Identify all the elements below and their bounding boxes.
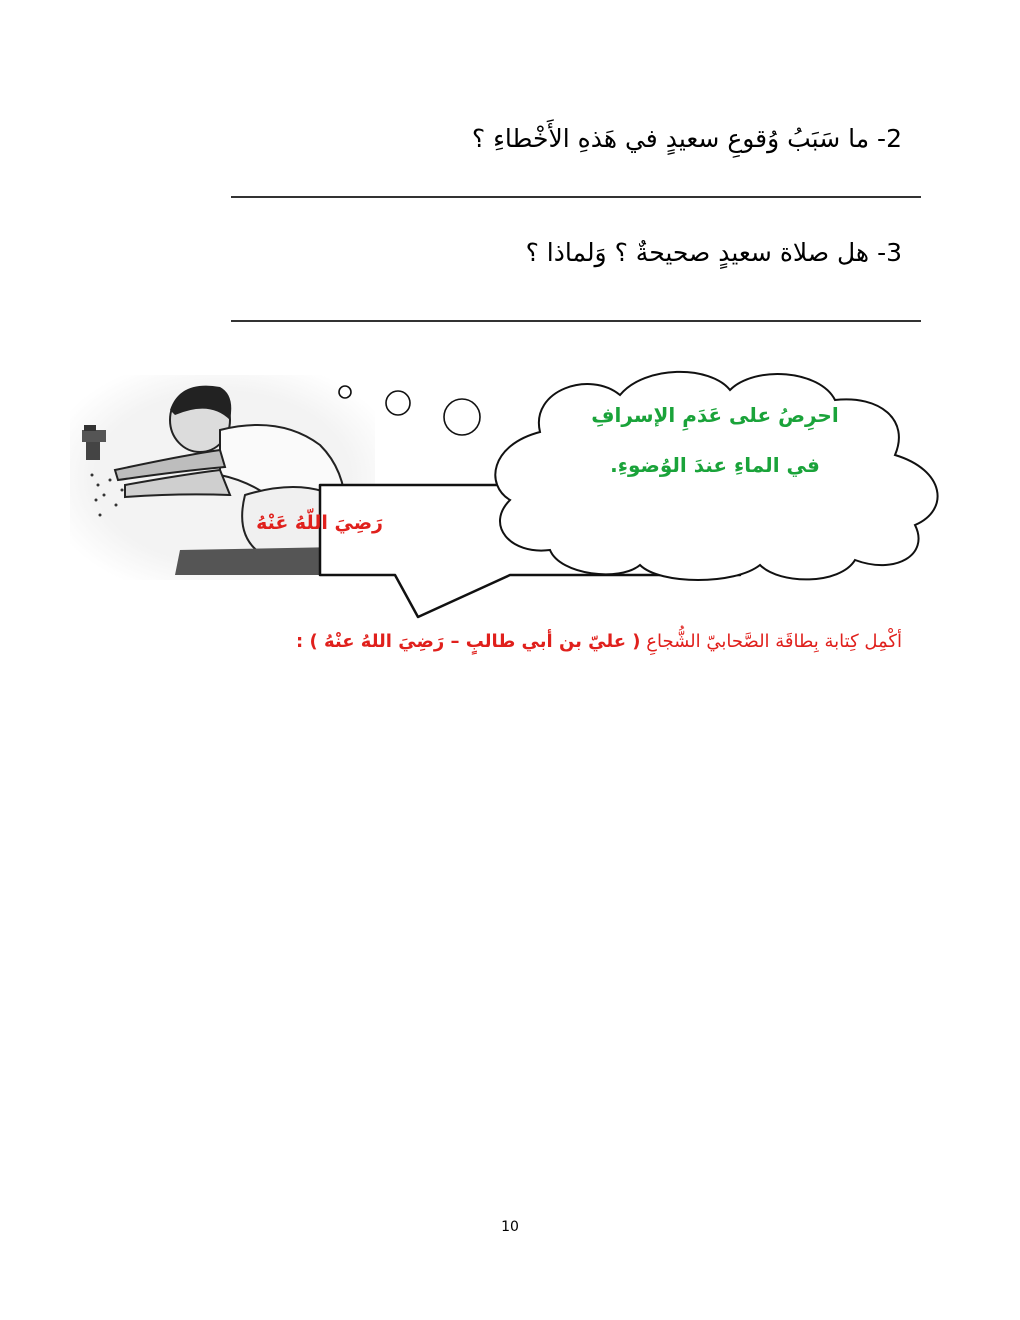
thought-line-2: في الماءِ عندَ الوُضوءِ. [610,453,820,477]
thought-bubble-text [540,400,890,500]
question-3: 3- هل صلاة سعيدٍ صحيحةٌ ؟ وَلماذا ؟ [525,238,902,267]
answer-line-2 [231,320,921,322]
thought-line-1: احرِصُ على عَدَمِ الإسرافِ [591,403,839,427]
instruction-text [296,631,902,652]
answer-line-1 [231,196,921,198]
page-number: 10 [501,1219,519,1235]
instruction-prefix: أكْمِل كِتابة بِطاقَة الصَّحابيّ الشُّجاعِ [640,631,902,652]
instruction-name: ( عليّ بن أبي طالبٍ – رَضِيَ اللهُ عنْهُ ) : [296,631,641,652]
question-2: 2- ما سَبَبُ وُقوعِ سعيدٍ في هَذهِ الأَخْطاءِ ؟ [471,124,902,153]
speech-bubble-text: رَضِيَ اللّهُ عَنْهُ [256,512,383,534]
